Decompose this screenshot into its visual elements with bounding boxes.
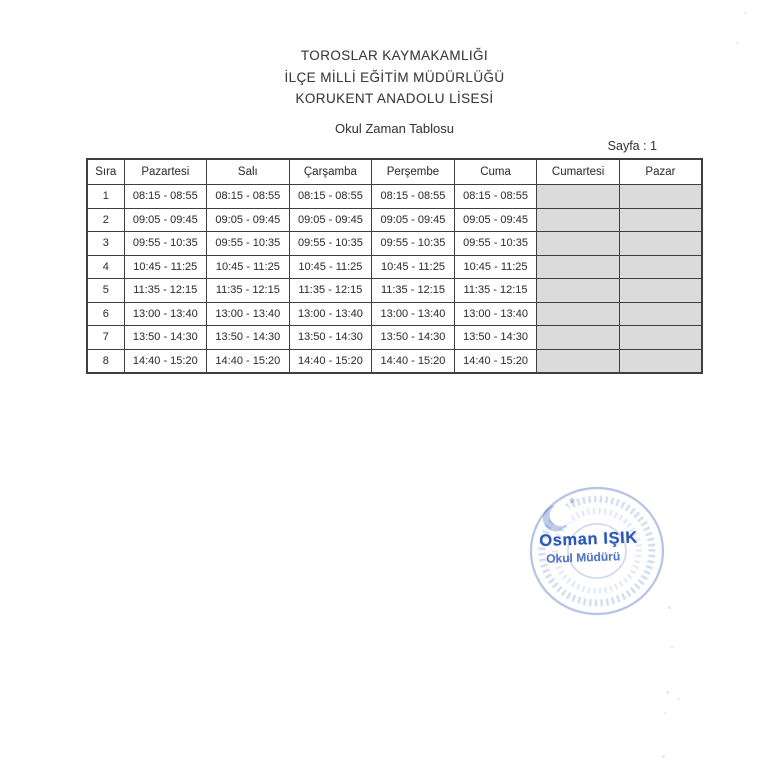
time-cell: [619, 279, 702, 303]
time-cell: 09:55 - 10:35: [454, 232, 537, 256]
row-number-cell: 1: [87, 185, 124, 209]
time-cell: 11:35 - 12:15: [207, 279, 290, 303]
header-line-district: TOROSLAR KAYMAKAMLIĞI: [300, 48, 489, 63]
time-cell: 13:00 - 13:40: [124, 302, 207, 326]
time-cell: 13:50 - 14:30: [124, 326, 207, 350]
time-cell: 09:55 - 10:35: [372, 232, 455, 256]
scan-speck: [678, 698, 680, 700]
row-number-cell: 2: [87, 208, 124, 232]
table-row: [87, 349, 702, 373]
svg-text:*: *: [568, 494, 576, 512]
time-cell: 13:50 - 14:30: [454, 326, 537, 350]
time-cell: 13:00 - 13:40: [454, 302, 537, 326]
time-cell: 08:15 - 08:55: [207, 185, 290, 209]
header-line-school: KORUKENT ANADOLU LİSESİ: [295, 91, 494, 106]
time-cell: [619, 255, 702, 279]
time-cell: 10:45 - 11:25: [372, 255, 455, 279]
school-stamp: [518, 476, 675, 627]
column-header: Çarşamba: [289, 159, 372, 185]
time-cell: 08:15 - 08:55: [372, 185, 455, 209]
time-cell: [537, 255, 620, 279]
school-timetable: [86, 158, 703, 374]
time-cell: 14:40 - 15:20: [289, 349, 372, 373]
time-cell: [537, 232, 620, 256]
time-cell: 13:00 - 13:40: [207, 302, 290, 326]
time-cell: [537, 279, 620, 303]
table-row: [87, 185, 702, 209]
table-row: [87, 232, 702, 256]
time-cell: 11:35 - 12:15: [454, 279, 537, 303]
time-cell: [537, 185, 620, 209]
time-cell: 09:05 - 09:45: [207, 208, 290, 232]
time-cell: 10:45 - 11:25: [124, 255, 207, 279]
time-cell: [619, 326, 702, 350]
time-cell: 09:05 - 09:45: [124, 208, 207, 232]
row-number-cell: 6: [87, 302, 124, 326]
time-cell: [537, 326, 620, 350]
row-number-cell: 7: [87, 326, 124, 350]
time-cell: [619, 232, 702, 256]
time-cell: 10:45 - 11:25: [207, 255, 290, 279]
table-row: [87, 302, 702, 326]
time-cell: 09:05 - 09:45: [372, 208, 455, 232]
row-number-cell: 8: [87, 349, 124, 373]
row-number-cell: 3: [87, 232, 124, 256]
column-header: Sıra: [87, 159, 124, 185]
time-cell: 14:40 - 15:20: [207, 349, 290, 373]
table-header-row: [87, 159, 702, 185]
time-cell: 10:45 - 11:25: [454, 255, 537, 279]
time-cell: 08:15 - 08:55: [454, 185, 537, 209]
document-header: [86, 45, 703, 110]
column-header: Cuma: [454, 159, 537, 185]
time-cell: 13:00 - 13:40: [372, 302, 455, 326]
time-cell: 11:35 - 12:15: [372, 279, 455, 303]
scan-speck: [662, 755, 665, 758]
scan-speck: [671, 646, 673, 648]
time-cell: [537, 302, 620, 326]
time-cell: 09:55 - 10:35: [124, 232, 207, 256]
document-title: Okul Zaman Tablosu: [335, 121, 454, 136]
scan-speck: [666, 691, 669, 694]
principal-name: Osman IŞIK: [538, 528, 639, 551]
time-cell: 10:45 - 11:25: [289, 255, 372, 279]
time-cell: 14:40 - 15:20: [372, 349, 455, 373]
time-cell: 09:05 - 09:45: [289, 208, 372, 232]
table-row: [87, 255, 702, 279]
table-row: [87, 326, 702, 350]
time-cell: 14:40 - 15:20: [124, 349, 207, 373]
row-number-cell: 4: [87, 255, 124, 279]
time-cell: 08:15 - 08:55: [289, 185, 372, 209]
row-number-cell: 5: [87, 279, 124, 303]
table-body: [87, 185, 702, 374]
time-cell: 09:05 - 09:45: [454, 208, 537, 232]
header-line-directorate: İLÇE MİLLİ EĞİTİM MÜDÜRLÜĞÜ: [284, 69, 505, 85]
time-cell: [537, 349, 620, 373]
column-header: Perşembe: [372, 159, 455, 185]
time-cell: [537, 208, 620, 232]
page-number-label: Sayfa : 1: [607, 139, 657, 153]
time-cell: 13:50 - 14:30: [372, 326, 455, 350]
time-cell: 09:55 - 10:35: [289, 232, 372, 256]
column-header: Pazartesi: [124, 159, 207, 185]
scan-speck: [736, 42, 738, 44]
time-cell: 11:35 - 12:15: [124, 279, 207, 303]
time-cell: 14:40 - 15:20: [454, 349, 537, 373]
scan-speck: [744, 12, 746, 14]
column-header: Pazar: [619, 159, 702, 185]
time-cell: 09:55 - 10:35: [207, 232, 290, 256]
column-header: Cumartesi: [537, 159, 620, 185]
table-row: [87, 279, 702, 303]
scan-speck: [664, 712, 666, 714]
time-cell: 11:35 - 12:15: [289, 279, 372, 303]
time-cell: [619, 349, 702, 373]
time-cell: 13:00 - 13:40: [289, 302, 372, 326]
column-header: Salı: [207, 159, 290, 185]
table-head: [87, 159, 702, 185]
time-cell: [619, 185, 702, 209]
table-row: [87, 208, 702, 232]
time-cell: [619, 302, 702, 326]
time-cell: [619, 208, 702, 232]
time-cell: 08:15 - 08:55: [124, 185, 207, 209]
time-cell: 13:50 - 14:30: [289, 326, 372, 350]
principal-title: Okul Müdürü: [545, 549, 621, 566]
scan-speck: [668, 606, 671, 609]
time-cell: 13:50 - 14:30: [207, 326, 290, 350]
